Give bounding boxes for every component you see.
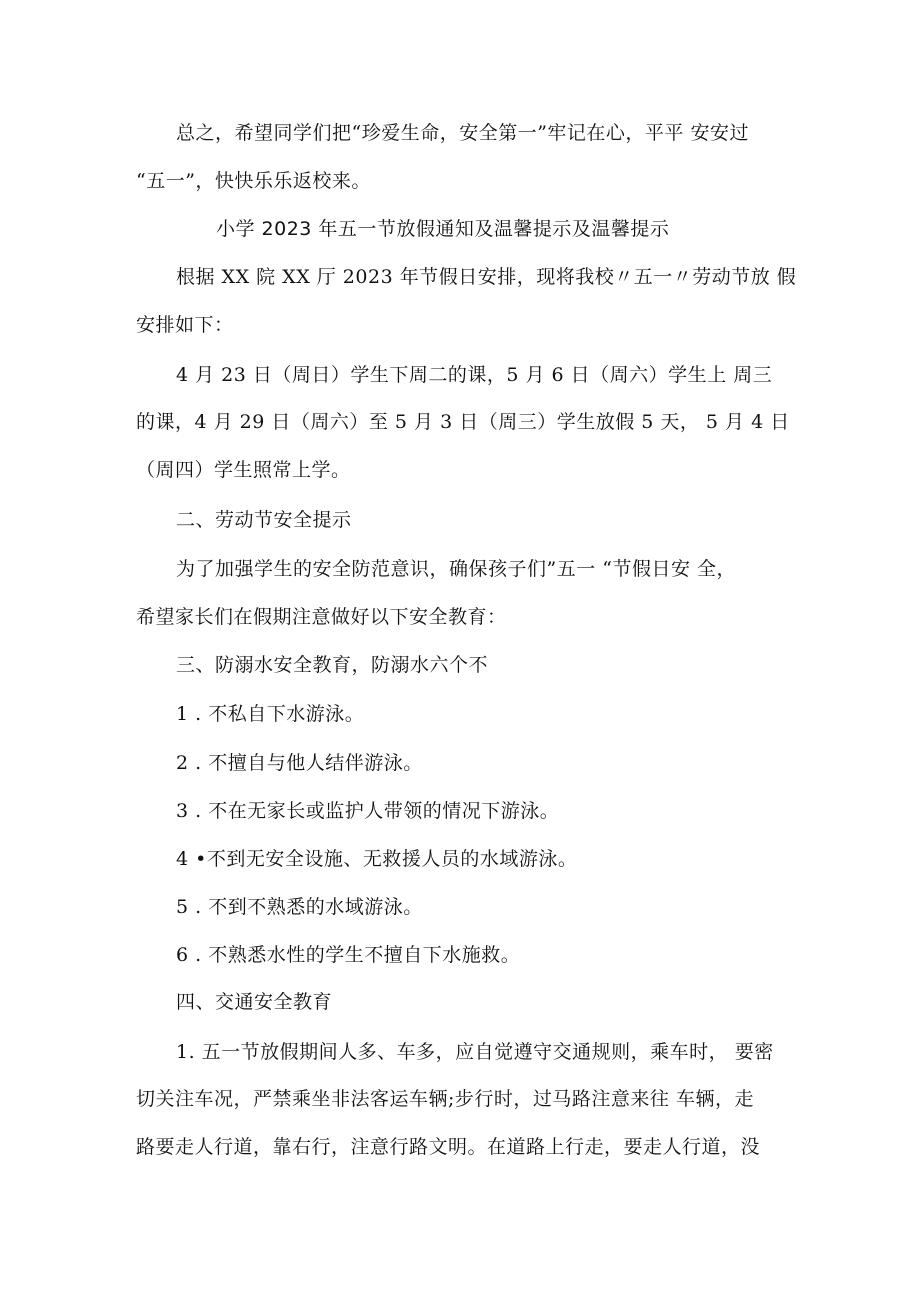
list-item-6: 6 . 不熟悉水性的学生不擅自下水施救。 — [176, 944, 521, 966]
paragraph-traffic-line-1: 1. 五一节放假期间人多、车多，应自觉遵守交通规则，乘车时， 要密 — [176, 1041, 774, 1063]
paragraph-schedule-line-2: 的课，4 月 29 日（周六）至 5 月 3 日（周三）学生放假 5 天， 5 月 4 日 — [136, 411, 790, 433]
list-item-2: 2 . 不擅自与他人结伴游泳。 — [176, 752, 423, 774]
list-item-3: 3 . 不在无家长或监护人带领的情况下游泳。 — [176, 800, 560, 822]
paragraph-closing-line-1: 总之，希望同学们把“珍爱生命，安全第一”牢记在心，平平 安安过 — [176, 122, 749, 144]
section-heading-3: 三、防溺水安全教育，防溺水六个不 — [176, 654, 489, 676]
document-title: 小学 2023 年五一节放假通知及温馨提示及温馨提示 — [216, 218, 670, 240]
paragraph-schedule-line-3: （周四）学生照常上学。 — [136, 459, 351, 481]
section-heading-4: 四、交通安全教育 — [176, 991, 333, 1013]
paragraph-schedule-line-1: 4 月 23 日（周日）学生下周二的课，5 月 6 日（周六）学生上 周三 — [176, 364, 773, 386]
list-item-4: 4 •不到无安全设施、无救援人员的水域游泳。 — [176, 848, 578, 870]
paragraph-traffic-line-3: 路要走人行道，靠右行，注意行路文明。在道路上行走，要走人行道，没 — [136, 1136, 761, 1158]
paragraph-intro-line-1: 根据 XX 院 XX 厅 2023 年节假日安排，现将我校〃五一〃劳动节放 假 — [176, 266, 797, 288]
paragraph-intro-line-2: 安排如下： — [136, 314, 234, 336]
section-heading-2: 二、劳动节安全提示 — [176, 509, 352, 531]
paragraph-safety-line-1: 为了加强学生的安全防范意识，确保孩子们”五一 “节假日安 全， — [176, 558, 737, 580]
paragraph-closing-line-2: “五一”，快快乐乐返校来。 — [136, 170, 371, 192]
list-item-5: 5 . 不到不熟悉的水域游泳。 — [176, 896, 423, 918]
paragraph-safety-line-2: 希望家长们在假期注意做好以下安全教育： — [136, 606, 507, 628]
paragraph-traffic-line-2: 切关注车况，严禁乘坐非法客运车辆;步行时，过马路注意来往 车辆，走 — [136, 1088, 754, 1110]
list-item-1: 1 . 不私自下水游泳。 — [176, 703, 365, 725]
